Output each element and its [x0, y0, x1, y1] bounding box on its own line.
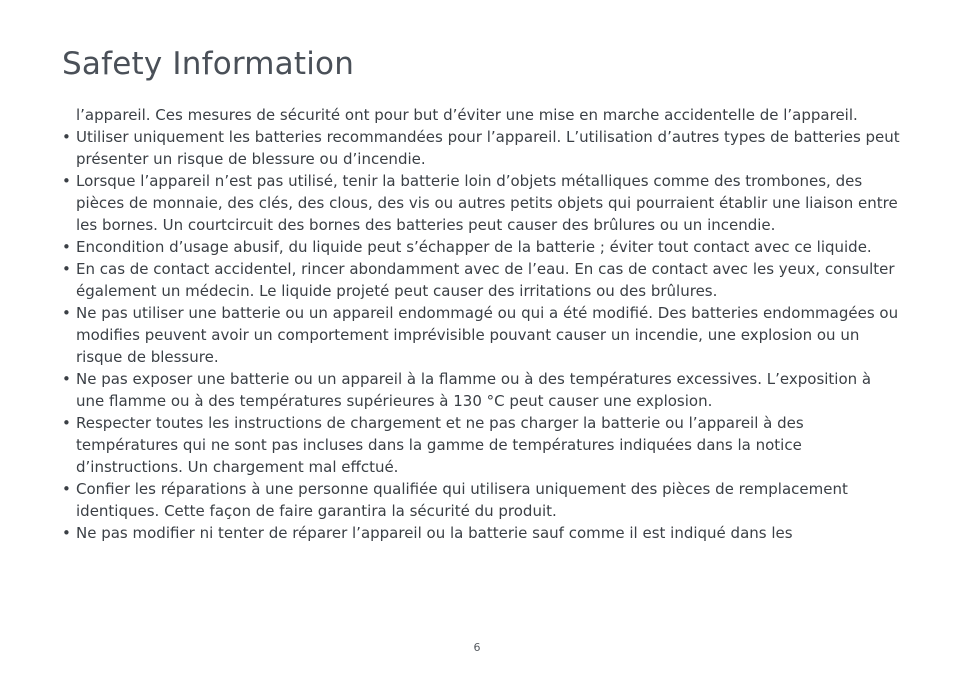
bullet-icon: •	[62, 524, 71, 542]
list-item-text: Respecter toutes les instructions de chargement et ne pas charger la batterie ou l’appareil à des températures qui ne sont pas incluses dans la gamme de températures indiquées dans la notice d’instructions. Un chargement mal effctué.	[76, 414, 804, 476]
bullet-icon: •	[62, 414, 71, 432]
safety-text-body	[62, 104, 902, 544]
list-item	[62, 126, 902, 170]
list-item-text: En cas de contact accidentel, rincer abondamment avec de l’eau. En cas de contact avec les yeux, consulter également un médecin. Le liquide projeté peut causer des irritations ou des brûlures.	[76, 260, 895, 300]
bullet-icon: •	[62, 370, 71, 388]
list-item-text: Ne pas modifier ni tenter de réparer l’appareil ou la batterie sauf comme il est indiqué dans les	[76, 524, 793, 542]
bullet-icon: •	[62, 260, 71, 278]
list-item	[62, 170, 902, 236]
page-title: Safety Information	[62, 46, 355, 82]
list-item	[62, 302, 902, 368]
safety-bullet-list	[62, 126, 902, 544]
list-item	[62, 522, 902, 544]
bullet-icon: •	[62, 480, 71, 498]
list-item	[62, 236, 902, 258]
list-item	[62, 412, 902, 478]
list-item-text: Utiliser uniquement les batteries recommandées pour l’appareil. L’utilisation d’autres types de batteries peut présenter un risque de blessure ou d’incendie.	[76, 128, 900, 168]
list-item	[62, 478, 902, 522]
bullet-icon: •	[62, 238, 71, 256]
list-item	[62, 368, 902, 412]
list-item-text: Encondition d’usage abusif, du liquide peut s’échapper de la batterie ; éviter tout contact avec ce liquide.	[76, 238, 872, 256]
list-item-text: Ne pas exposer une batterie ou un appareil à la flamme ou à des températures excessives. L’exposition à une flamme ou à des températures supérieures à 130 °C peut causer une explosion.	[76, 370, 872, 410]
continuation-paragraph: l’appareil. Ces mesures de sécurité ont pour but d’éviter une mise en marche accidentelle de l’appareil.	[76, 106, 858, 124]
list-item	[62, 258, 902, 302]
bullet-icon: •	[62, 128, 71, 146]
bullet-icon: •	[62, 304, 71, 322]
list-item-text: Lorsque l’appareil n’est pas utilisé, tenir la batterie loin d’objets métalliques comme des trombones, des pièces de monnaie, des clés, des clous, des vis ou autres petits objets qui pourraient établir une liaison entre les bornes. Un courtcircuit des bornes des batteries peut causer des brûlures ou un incendie.	[76, 172, 898, 234]
list-item-text: Confier les réparations à une personne qualifiée qui utilisera uniquement des pièces de remplacement identiques. Cette façon de faire garantira la sécurité du produit.	[76, 480, 848, 520]
list-item-text: Ne pas utiliser une batterie ou un appareil endommagé ou qui a été modifié. Des batteries endommagées ou modifies peuvent avoir un comportement imprévisible pouvant causer un incendie, une explosion ou un risque de blessure.	[76, 304, 899, 366]
bullet-icon: •	[62, 172, 71, 190]
page-number: 6	[473, 641, 481, 654]
